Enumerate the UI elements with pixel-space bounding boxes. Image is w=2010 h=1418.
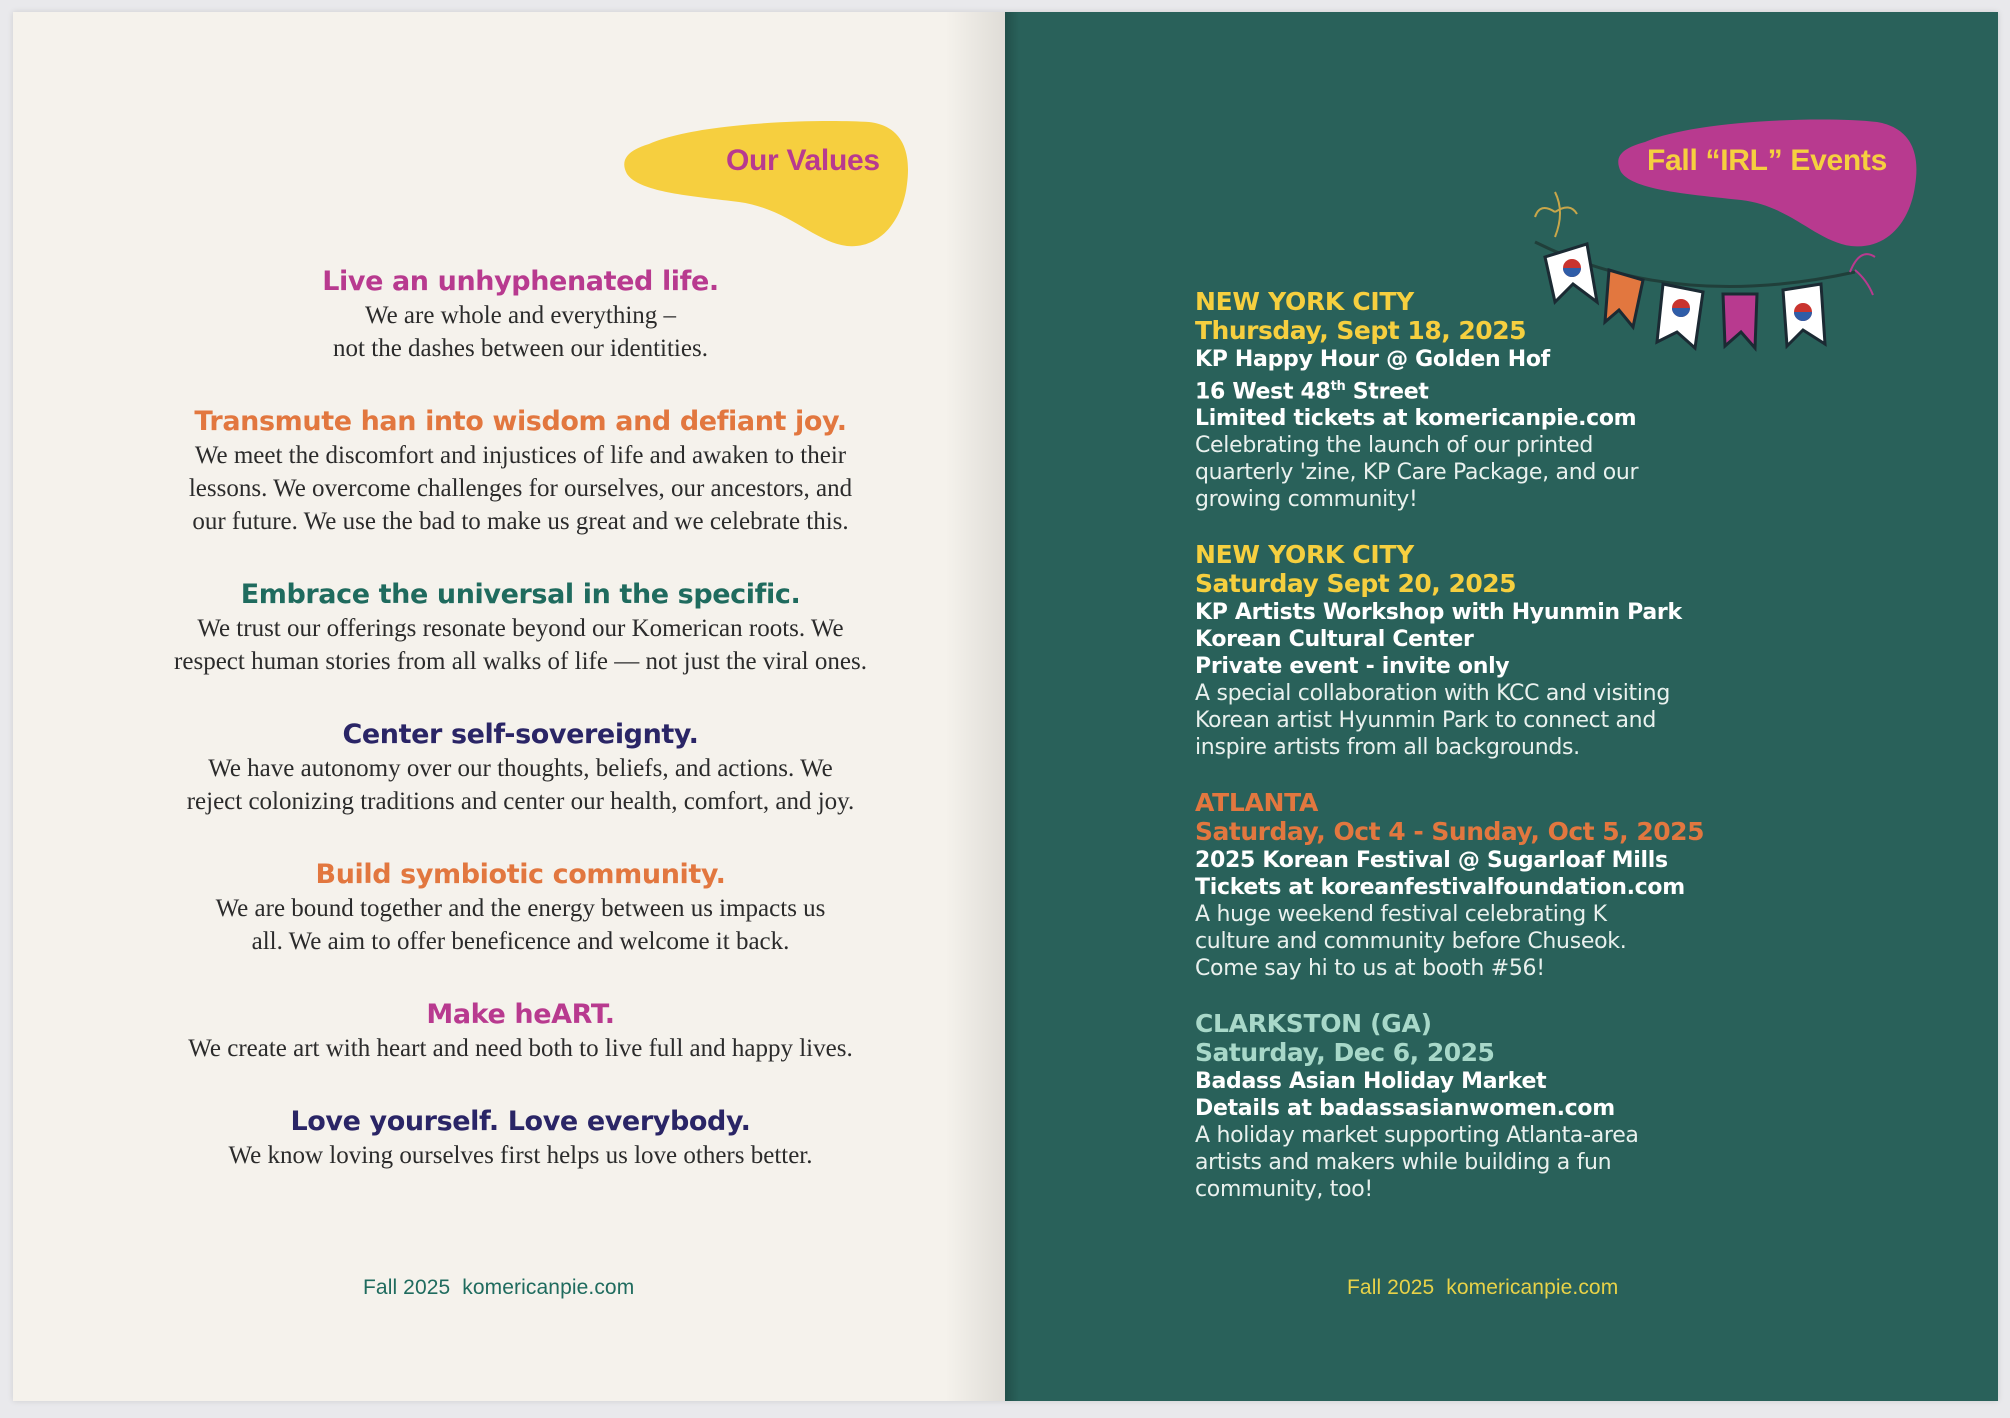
event-venue: Badass Asian Holiday Market (1195, 1069, 1547, 1095)
event-address: Korean Cultural Center (1195, 627, 1474, 653)
event-venue: KP Artists Workshop with Hyunmin Park (1195, 600, 1682, 626)
value-body: We know loving ourselves first helps us love others better. (228, 1142, 813, 1169)
value-heading: Center self-sovereignty. (342, 719, 699, 750)
footer-season: Fall 2025 (1347, 1276, 1435, 1299)
event-date: Thursday, Sept 18, 2025 (1195, 316, 1526, 345)
event-info: Tickets at koreanfestivalfoundation.com (1195, 875, 1685, 901)
value-body: We are bound together and the energy between us impacts us all. We aim to offer beneficence and welcome it back. (215, 895, 826, 955)
yellow-blob-shape (619, 114, 909, 249)
event-address: 16 West 48th Street (1195, 379, 1429, 405)
event-city: ATLANTA (1195, 788, 1319, 818)
event-date: Saturday Sept 20, 2025 (1195, 569, 1517, 599)
value-heading: Build symbiotic community. (315, 859, 726, 890)
event-description: Celebrating the launch of our printed quarterly 'zine, KP Care Package, and our growing community! (1195, 433, 1639, 513)
value-heading: Transmute han into wisdom and defiant joy. (194, 406, 847, 437)
zine-spread (13, 12, 1998, 1401)
values-page (13, 12, 1005, 1401)
value-item (103, 578, 938, 678)
event-info: Details at badassasianwomen.com (1195, 1096, 1615, 1122)
value-item (103, 858, 938, 958)
event-item (1195, 789, 1755, 982)
event-date: Saturday, Dec 6, 2025 (1195, 1038, 1495, 1068)
footer-site: komericanpie.com (1446, 1276, 1619, 1299)
value-item (103, 1105, 938, 1172)
event-city: CLARKSTON (GA) (1195, 1009, 1432, 1039)
event-item (1195, 1010, 1755, 1203)
value-item (103, 718, 938, 818)
values-list (103, 265, 938, 1212)
event-item (1195, 288, 1755, 513)
event-city: NEW YORK CITY (1195, 287, 1414, 316)
events-list (1195, 288, 1755, 1231)
event-description: A huge weekend festival celebrating K culture and community before Chuseok. Come say hi to us at booth #56! (1195, 902, 1627, 982)
event-venue: KP Happy Hour @ Golden Hof (1195, 347, 1550, 372)
page-footer (363, 1276, 634, 1300)
value-body: We meet the discomfort and injustices of life and awaken to their lessons. We overcome challenges for ourselves, our ancestors, and our future. We use the bad to make us great and we celebrate this. (188, 442, 853, 535)
footer-season: Fall 2025 (363, 1276, 451, 1299)
value-heading: Make heART. (426, 999, 615, 1030)
events-title: Fall “IRL” Events (1647, 144, 1887, 177)
value-body: We have autonomy over our thoughts, beliefs, and actions. We reject colonizing traditions and center our health, comfort, and joy. (186, 755, 855, 815)
page-footer (1347, 1276, 1618, 1300)
value-item (103, 405, 938, 538)
footer-site: komericanpie.com (462, 1276, 635, 1299)
value-heading: Embrace the universal in the specific. (240, 579, 801, 610)
event-venue: 2025 Korean Festival @ Sugarloaf Mills (1195, 848, 1668, 874)
event-info: Private event - invite only (1195, 654, 1510, 680)
value-body: We trust our offerings resonate beyond our Komerican roots. We respect human stories from all walks of life — not just the viral ones. (174, 615, 867, 675)
events-page (1005, 12, 1998, 1401)
value-item (103, 998, 938, 1065)
event-city: NEW YORK CITY (1195, 540, 1414, 570)
event-description: A special collaboration with KCC and visiting Korean artist Hyunmin Park to connect and inspire artists from all backgrounds. (1195, 681, 1670, 761)
event-description: A holiday market supporting Atlanta-area artists and makers while building a fun community, too! (1195, 1123, 1639, 1203)
values-title: Our Values (726, 144, 880, 177)
event-item (1195, 541, 1755, 761)
event-date: Saturday, Oct 4 - Sunday, Oct 5, 2025 (1195, 817, 1704, 847)
event-info: Limited tickets at komericanpie.com (1195, 406, 1637, 432)
value-body: We create art with heart and need both to live full and happy lives. (188, 1035, 853, 1062)
value-heading: Love yourself. Love everybody. (290, 1106, 751, 1137)
value-heading: Live an unhyphenated life. (322, 266, 719, 297)
value-body: We are whole and everything – not the dashes between our identities. (333, 302, 708, 362)
value-item (103, 265, 938, 365)
